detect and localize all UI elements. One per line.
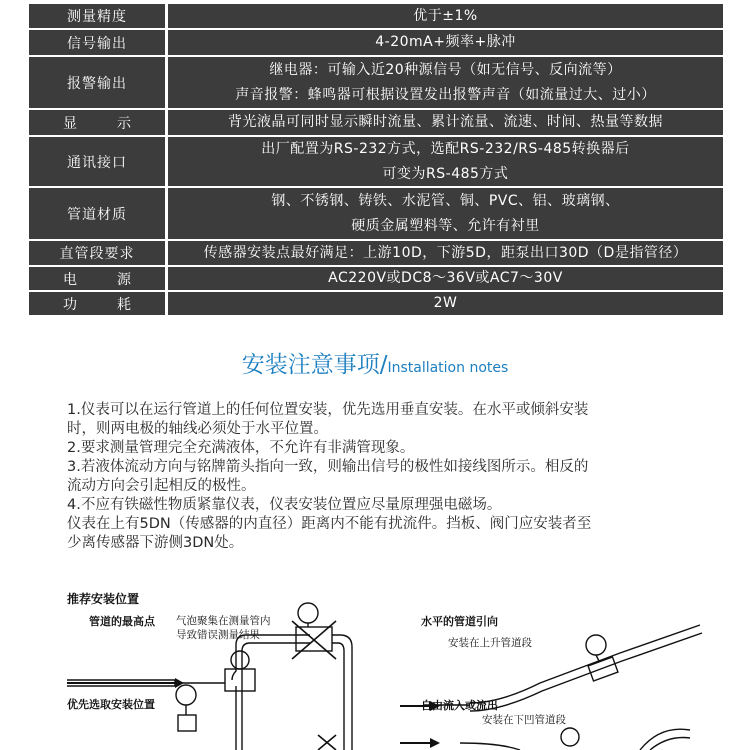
spec-label-right: 示 [117, 115, 131, 132]
spec-label-left: 功 [63, 296, 77, 313]
spec-label: 管道材质 [29, 188, 165, 240]
spec-label-left: 电 [63, 271, 77, 288]
note-line: 流动方向会引起相反的极性。 [67, 478, 256, 494]
label-preferred-position: 优先选取安装位置 [67, 698, 155, 711]
spec-label-right: 耗 [117, 296, 131, 313]
gauge-preferred [176, 685, 196, 705]
spec-value-line: 背光液晶可同时显示瞬时流量、累计流量、流速、时间、热量等数据 [228, 114, 663, 130]
install-notes [67, 401, 697, 553]
spec-value [168, 137, 723, 187]
note-line: 3.若液体流动方向与铭牌箭头指向一致，则输出信号的极性如接线图所示。相反的 [67, 459, 589, 475]
arrow-head-dip [430, 738, 440, 748]
spec-value [168, 30, 723, 56]
flowmeter-rising [588, 657, 618, 681]
spec-label: 信号输出 [29, 30, 165, 56]
install-heading-zh: 安装注意事项/ [241, 352, 388, 378]
spec-value [168, 292, 723, 316]
spec-label-left: 显 [63, 115, 77, 132]
spec-label: 通讯接口 [29, 137, 165, 187]
spec-row-power [29, 267, 723, 291]
label-highest-point: 管道的最高点 [89, 615, 155, 628]
install-heading [0, 346, 750, 379]
spec-value-line: AC220V或DC8～36V或AC7～30V [328, 270, 563, 286]
spec-value-line: 硬质金属塑料等、允许有衬里 [351, 217, 540, 234]
spec-value [168, 110, 723, 136]
spec-row-straight-pipe [29, 241, 723, 266]
note-line: 4.不应有铁磁性物质紧靠仪表，仪表安装位置应尽量原理强电磁场。 [67, 497, 502, 513]
spec-value-line: 优于±1% [413, 7, 478, 24]
note-line: 1.仪表可以在运行管道上的任何位置安装，优先选用垂直安装。在水平或倾斜安装 [67, 402, 589, 418]
label-free-flow: 自由流入或流出 [421, 699, 498, 712]
spec-row-display [29, 110, 723, 136]
spec-label: 测量精度 [29, 4, 165, 29]
spec-value-line: 4-20mA+频率+脉冲 [375, 34, 516, 50]
spec-value [168, 188, 723, 240]
spec-value-line: 钢、不锈钢、铸铁、水泥管、铜、PVC、铝、玻璃钢、 [271, 192, 620, 209]
spec-label: 报警输出 [29, 57, 165, 109]
spec-value-line: 继电器：可输入近20种源信号（如无信号、反向流等） [269, 61, 622, 78]
label-dip-segment: 安装在下凹管道段 [482, 714, 566, 726]
label-horizontal-lead: 水平的管道引向 [421, 615, 498, 628]
label-bubble-line-2: 导致错误测量结果 [176, 629, 260, 641]
note-line: 2.要求测量管理完全充满液体，不允许有非满管现象。 [67, 440, 415, 456]
install-diagram [0, 585, 750, 750]
spec-value-line: 出厂配置为RS-232方式，选配RS-232/RS-485转换器后 [261, 140, 630, 157]
spec-label [29, 110, 165, 136]
install-diagram-drawing [0, 585, 750, 750]
arrow-head-preferred [175, 678, 184, 688]
spec-value [168, 57, 723, 109]
note-line: 少离传感器下游侧3DN处。 [67, 535, 244, 551]
spec-value-line: 2W [433, 295, 458, 311]
spec-value-line: 声音报警：蜂鸣器可根据设置发出报警声音（如流量过大、过小） [235, 86, 656, 103]
spec-value [168, 241, 723, 266]
spec-label [29, 267, 165, 291]
spec-value-line: 可变为RS-485方式 [382, 165, 509, 182]
spec-value-line: 传感器安装点最好满足：上游10D，下游5D，距泵出口30D（D是指管径） [203, 244, 688, 261]
spec-row-signal [29, 30, 723, 56]
spec-value [168, 267, 723, 291]
flowmeter-preferred [225, 669, 255, 691]
note-line: 时，则两电极的轴线必须处于水平位置。 [67, 421, 328, 437]
spec-label-right: 源 [117, 271, 131, 288]
spec-label [29, 292, 165, 316]
diagram-title: 推荐安装位置 [67, 592, 140, 606]
spec-label: 直管段要求 [29, 241, 165, 266]
spec-row-material [29, 188, 723, 240]
gauge-top [298, 603, 318, 623]
spec-row-accuracy [29, 4, 723, 29]
note-line: 仪表在上有5DN（传感器的内直径）距离内不能有扰流件。挡板、阀门应安装者至 [67, 516, 592, 532]
label-bubble-line-1: 气泡聚集在测量管内 [176, 615, 271, 627]
label-rising-segment: 安装在上升管道段 [448, 637, 532, 649]
spec-row-consumption [29, 292, 723, 316]
spec-value [168, 4, 723, 29]
spec-row-comm [29, 137, 723, 187]
install-heading-en: Installation notes [387, 360, 509, 376]
spec-row-alarm [29, 57, 723, 109]
